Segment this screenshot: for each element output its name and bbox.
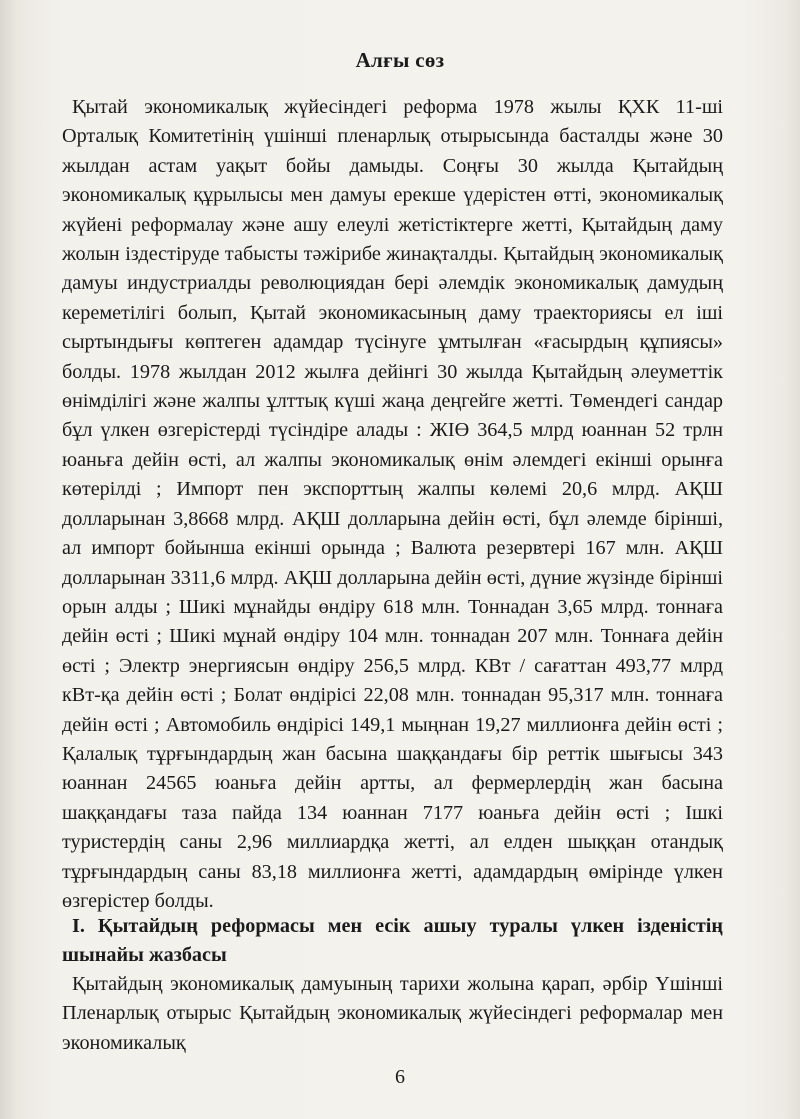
- section-paragraph: Қытайдың экономикалық дамуының тарихи жолына қарап, әрбір Үшінші Пленарлық отырыс Қытайдың экономикалық жүйесіндегі реформалар мен экономикалық: [62, 973, 723, 1054]
- section-body: [62, 970, 723, 1058]
- intro-paragraph: Қытай экономикалық жүйесіндегі реформа 1978 жылы ҚХК 11-ші Орталық Комитетінің үшінші пленарлық отырысында басталды және 30 жылдан астам уақыт бойы дамыды. Соңғы 30 жылда Қытайдың экономикалық құрылысы мен дамуы ерекше үдерістен өтті, экономикалық жүйені реформалау және ашу елеулі жетістіктерге жетті, Қытайдың даму жолын іздестіруде табысты тәжірибе жинақталды. Қытайдың экономикалық дамуы индустриалды революциядан бері әлемдік экономикалық дамудың кереметілігі болып, Қытай экономикасының даму траекториясы ел іші сыртындығы көптеген адамдар түсінуге ұмтылған «ғасырдың құпиясы» болды. 1978 жылдан 2012 жылға дейінгі 30 жылда Қытайдың әлеуметтік өнімділігі және жалпы ұлттық күші жаңа деңгейге жетті. Төмендегі сандар бұл үлкен өзгерістерді түсіндіре алады : ЖІӨ 364,5 млрд юаннан 52 трлн юаньға дейін өсті, ал жалпы экономикалық өнім әлемдегі екінші орынға көтерілді ; Импорт пен экспорттың жалпы көлемі 20,6 млрд. АҚШ долларынан 3,8668 млрд. АҚШ долларына дейін өсті, бұл әлемде бірінші, ал импорт бойынша екінші орында ; Валюта резервтері 167 млн. АҚШ долларынан 3311,6 млрд. АҚШ долларына дейін өсті, дүние жүзінде бірінші орын алды ; Шикі мұнайды өндіру 618 млн. Тоннадан 3,65 млрд. тоннаға дейін өсті ; Шикі мұнай өндіру 104 млн. тоннадан 207 млн. Тоннаға дейін өсті ; Электр энергиясын өндіру 256,5 млрд. КВт / сағаттан 493,77 млрд кВт-қа дейін өсті ; Болат өндірісі 22,08 млн. тоннадан 95,317 млн. тоннаға дейін өсті ; Автомобиль өндірісі 149,1 мыңнан 19,27 миллионға дейін өсті ; Қалалық тұрғындардың жан басына шаққандағы бір реттік шығысы 343 юаннан 24565 юаньға дейін артты, ал фермерлердің жан басына шаққандағы таза пайда 134 юаннан 7177 юаньға дейін өсті ; Ішкі туристердің саны 2,96 миллиардқа жетті, ал елден шыққан отандық тұрғындардың саны 83,18 миллионға жетті, адамдардың өмірінде үлкен өзгерістер болды.: [62, 96, 723, 912]
- section-heading: I. Қытайдың реформасы мен есік ашыу туралы үлкен ізденістің шынайы жазбасы: [62, 915, 723, 967]
- intro-section: [62, 93, 723, 916]
- page-title: Алғы сөз: [355, 48, 445, 72]
- page-number: 6: [395, 1066, 405, 1088]
